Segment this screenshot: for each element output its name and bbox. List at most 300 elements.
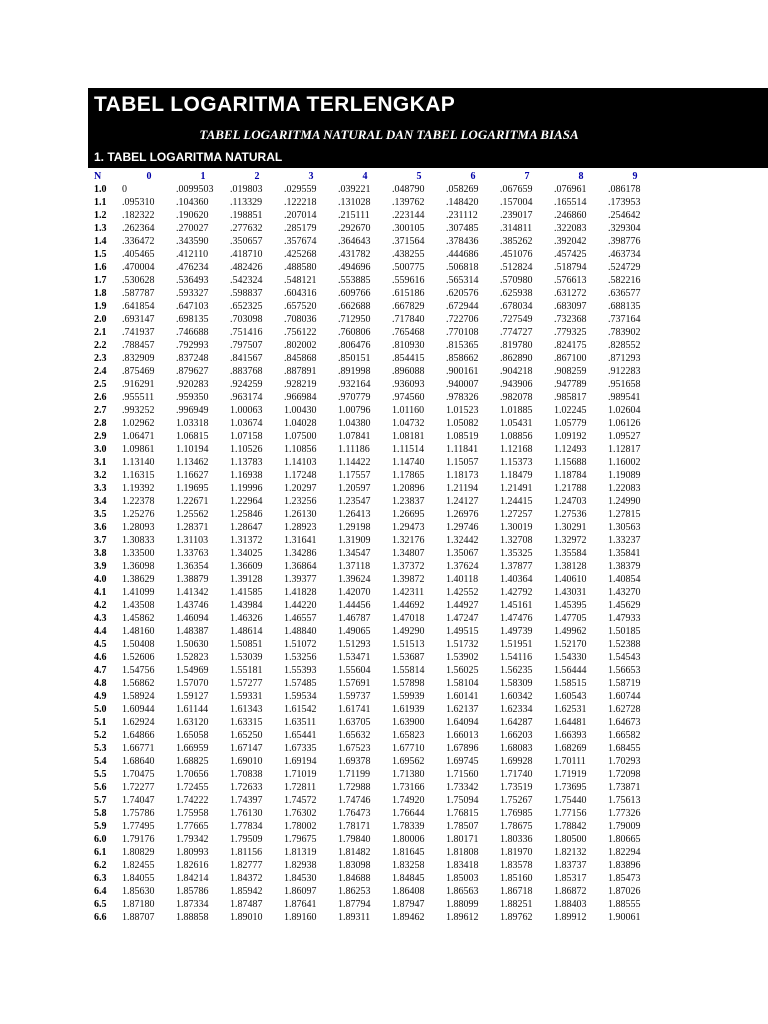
table-cell: 1.77834 bbox=[230, 821, 263, 832]
table-cell: .792993 bbox=[176, 340, 209, 351]
table-cell: .067659 bbox=[500, 184, 533, 195]
table-cell: 1.71919 bbox=[554, 769, 587, 780]
table-cell: 1.41828 bbox=[284, 587, 317, 598]
table-cell: 1.87026 bbox=[608, 886, 641, 897]
table-cell: 1.78171 bbox=[338, 821, 371, 832]
table-cell: 1.24127 bbox=[446, 496, 479, 507]
table-cell: 1.35067 bbox=[446, 548, 479, 559]
table-cell: 1.75786 bbox=[122, 808, 155, 819]
table-cell: 1.51732 bbox=[446, 639, 479, 650]
table-cell: 1.34286 bbox=[284, 548, 317, 559]
table-cell: .593327 bbox=[176, 288, 209, 299]
table-cell: .940007 bbox=[446, 379, 479, 390]
row-label: 3.9 bbox=[94, 561, 107, 572]
table-cell: .438255 bbox=[392, 249, 425, 260]
table-cell: 1.48160 bbox=[122, 626, 155, 637]
table-row bbox=[94, 898, 662, 911]
row-label: 4.3 bbox=[94, 613, 107, 624]
table-cell: 1.14740 bbox=[392, 457, 425, 468]
table-cell: 1.39872 bbox=[392, 574, 425, 585]
table-cell: 1.80336 bbox=[500, 834, 533, 845]
table-cell: 1.65250 bbox=[230, 730, 263, 741]
table-cell: 1.02604 bbox=[608, 405, 641, 416]
table-cell: 1.88403 bbox=[554, 899, 587, 910]
table-cell: 1.66582 bbox=[608, 730, 641, 741]
table-cell: 1.46326 bbox=[230, 613, 263, 624]
table-row bbox=[94, 794, 662, 807]
table-cell: 1.59127 bbox=[176, 691, 209, 702]
table-cell: 1.00063 bbox=[230, 405, 263, 416]
table-cell: 1.23837 bbox=[392, 496, 425, 507]
table-cell: 1.42311 bbox=[392, 587, 425, 598]
table-row bbox=[94, 417, 662, 430]
table-cell: .974560 bbox=[392, 392, 425, 403]
table-cell: 1.70656 bbox=[176, 769, 209, 780]
table-row bbox=[94, 508, 662, 521]
table-cell: 1.81482 bbox=[338, 847, 371, 858]
table-cell: 1.79342 bbox=[176, 834, 209, 845]
column-header: 2 bbox=[254, 171, 260, 182]
table-cell: 1.63900 bbox=[392, 717, 425, 728]
table-cell: .076961 bbox=[554, 184, 587, 195]
table-cell: .418710 bbox=[230, 249, 263, 260]
table-cell: .667829 bbox=[392, 301, 425, 312]
row-label: 2.4 bbox=[94, 366, 107, 377]
table-cell: 1.89160 bbox=[284, 912, 317, 923]
table-cell: 1.80171 bbox=[446, 834, 479, 845]
table-cell: 1.66393 bbox=[554, 730, 587, 741]
row-label: 5.5 bbox=[94, 769, 107, 780]
table-cell: 1.79675 bbox=[284, 834, 317, 845]
table-cell: 1.11841 bbox=[446, 444, 479, 455]
table-cell: 1.39624 bbox=[338, 574, 371, 585]
table-cell: .760806 bbox=[338, 327, 371, 338]
table-cell: 1.76130 bbox=[230, 808, 263, 819]
row-label: 3.0 bbox=[94, 444, 107, 455]
table-cell: 1.08181 bbox=[392, 431, 425, 442]
table-cell: 1.71199 bbox=[338, 769, 371, 780]
table-cell: 1.50185 bbox=[608, 626, 641, 637]
table-cell: 1.56862 bbox=[122, 678, 155, 689]
table-cell: .858662 bbox=[446, 353, 479, 364]
table-cell: 1.43270 bbox=[608, 587, 641, 598]
table-cell: 1.52170 bbox=[554, 639, 587, 650]
table-cell: .277632 bbox=[230, 223, 263, 234]
table-cell: 1.47705 bbox=[554, 613, 587, 624]
table-cell: 1.19996 bbox=[230, 483, 263, 494]
table-cell: 1.19089 bbox=[608, 470, 641, 481]
table-row bbox=[94, 326, 662, 339]
table-cell: 1.83737 bbox=[554, 860, 587, 871]
table-cell: 1.21788 bbox=[554, 483, 587, 494]
table-cell: 1.64673 bbox=[608, 717, 641, 728]
table-cell: 1.69928 bbox=[500, 756, 533, 767]
table-cell: .641854 bbox=[122, 301, 155, 312]
row-label: 3.1 bbox=[94, 457, 107, 468]
table-cell: 1.63705 bbox=[338, 717, 371, 728]
table-cell: 1.47476 bbox=[500, 613, 533, 624]
table-cell: 1.16002 bbox=[608, 457, 641, 468]
table-cell: 1.70293 bbox=[608, 756, 641, 767]
table-cell: 1.70838 bbox=[230, 769, 263, 780]
table-cell: 1.82455 bbox=[122, 860, 155, 871]
table-cell: 1.71560 bbox=[446, 769, 479, 780]
row-label: 1.2 bbox=[94, 210, 107, 221]
table-cell: 1.07500 bbox=[284, 431, 317, 442]
row-label: 6.0 bbox=[94, 834, 107, 845]
table-cell: .727549 bbox=[500, 314, 533, 325]
table-cell: 1.74920 bbox=[392, 795, 425, 806]
table-cell: 1.77495 bbox=[122, 821, 155, 832]
table-cell: 1.51072 bbox=[284, 639, 317, 650]
table-cell: .336472 bbox=[122, 236, 155, 247]
table-cell: 1.64287 bbox=[500, 717, 533, 728]
table-cell: .996949 bbox=[176, 405, 209, 416]
table-cell: 1.01523 bbox=[446, 405, 479, 416]
table-cell: 1.16315 bbox=[122, 470, 155, 481]
table-row bbox=[94, 430, 662, 443]
table-cell: 1.65058 bbox=[176, 730, 209, 741]
table-cell: 1.28093 bbox=[122, 522, 155, 533]
table-cell: .570980 bbox=[500, 275, 533, 286]
table-cell: 1.01160 bbox=[392, 405, 425, 416]
log-table-head bbox=[94, 170, 662, 183]
row-label: 1.0 bbox=[94, 184, 107, 195]
row-label: 1.5 bbox=[94, 249, 107, 260]
table-cell: 1.66203 bbox=[500, 730, 533, 741]
column-header: 0 bbox=[146, 171, 152, 182]
table-cell: 1.41585 bbox=[230, 587, 263, 598]
table-cell: .698135 bbox=[176, 314, 209, 325]
table-cell: 1.58515 bbox=[554, 678, 587, 689]
table-cell: .985817 bbox=[554, 392, 587, 403]
table-cell: 1.76302 bbox=[284, 808, 317, 819]
table-cell: 1.36864 bbox=[284, 561, 317, 572]
table-cell: 1.69378 bbox=[338, 756, 371, 767]
table-cell: .788457 bbox=[122, 340, 155, 351]
table-cell: 1.84688 bbox=[338, 873, 371, 884]
table-cell: 1.78339 bbox=[392, 821, 425, 832]
table-row bbox=[94, 690, 662, 703]
row-label: 1.6 bbox=[94, 262, 107, 273]
table-cell: 1.37877 bbox=[500, 561, 533, 572]
table-cell: .314811 bbox=[500, 223, 533, 234]
row-label: 6.1 bbox=[94, 847, 107, 858]
row-label: 4.5 bbox=[94, 639, 107, 650]
table-cell: 1.64866 bbox=[122, 730, 155, 741]
table-row bbox=[94, 677, 662, 690]
table-cell: 1.58924 bbox=[122, 691, 155, 702]
natural-log-table bbox=[94, 170, 662, 924]
row-label: 1.3 bbox=[94, 223, 107, 234]
row-label: 5.4 bbox=[94, 756, 107, 767]
table-cell: 1.64094 bbox=[446, 717, 479, 728]
table-cell: .862890 bbox=[500, 353, 533, 364]
table-cell: .810930 bbox=[392, 340, 425, 351]
table-cell: .371564 bbox=[392, 236, 425, 247]
table-row bbox=[94, 209, 662, 222]
table-cell: .425268 bbox=[284, 249, 317, 260]
table-cell: 1.68269 bbox=[554, 743, 587, 754]
table-cell: 1.57485 bbox=[284, 678, 317, 689]
table-cell: 1.64481 bbox=[554, 717, 587, 728]
table-cell: .122218 bbox=[284, 197, 317, 208]
table-cell: .405465 bbox=[122, 249, 155, 260]
table-cell: 1.37624 bbox=[446, 561, 479, 572]
table-row bbox=[94, 872, 662, 885]
table-cell: 1.13462 bbox=[176, 457, 209, 468]
table-row bbox=[94, 612, 662, 625]
table-row bbox=[94, 261, 662, 274]
table-cell: .357674 bbox=[284, 236, 317, 247]
table-cell: 1.04732 bbox=[392, 418, 425, 429]
table-cell: .431782 bbox=[338, 249, 371, 260]
table-cell: 1.56653 bbox=[608, 665, 641, 676]
table-cell: 1.12493 bbox=[554, 444, 587, 455]
table-cell: 1.53256 bbox=[284, 652, 317, 663]
table-cell: 1.07158 bbox=[230, 431, 263, 442]
table-cell: 1.51513 bbox=[392, 639, 425, 650]
table-cell: 1.08856 bbox=[500, 431, 533, 442]
table-row bbox=[94, 495, 662, 508]
table-cell: 1.06471 bbox=[122, 431, 155, 442]
table-cell: 1.85630 bbox=[122, 886, 155, 897]
table-cell: .708036 bbox=[284, 314, 317, 325]
table-cell: 1.10526 bbox=[230, 444, 263, 455]
table-cell: 1.75958 bbox=[176, 808, 209, 819]
table-cell: 1.44456 bbox=[338, 600, 371, 611]
table-cell: .712950 bbox=[338, 314, 371, 325]
table-cell: 1.84372 bbox=[230, 873, 263, 884]
table-cell: 1.19695 bbox=[176, 483, 209, 494]
table-cell: 1.77326 bbox=[608, 808, 641, 819]
table-cell: 1.77665 bbox=[176, 821, 209, 832]
table-cell: 1.33500 bbox=[122, 548, 155, 559]
table-cell: 1.87180 bbox=[122, 899, 155, 910]
table-cell: .412110 bbox=[176, 249, 209, 260]
table-cell: 1.40364 bbox=[500, 574, 533, 585]
table-cell: .815365 bbox=[446, 340, 479, 351]
table-cell: 1.62728 bbox=[608, 704, 641, 715]
table-cell: .741937 bbox=[122, 327, 155, 338]
table-cell: 1.30019 bbox=[500, 522, 533, 533]
table-cell: 1.09192 bbox=[554, 431, 587, 442]
table-cell: 1.75613 bbox=[608, 795, 641, 806]
table-cell: .482426 bbox=[230, 262, 263, 273]
table-cell: 1.43984 bbox=[230, 600, 263, 611]
table-cell: .470004 bbox=[122, 262, 155, 273]
table-cell: 1.57691 bbox=[338, 678, 371, 689]
table-cell: 1.43031 bbox=[554, 587, 587, 598]
table-cell: 1.30291 bbox=[554, 522, 587, 533]
table-cell: 1.89762 bbox=[500, 912, 533, 923]
row-label: 3.4 bbox=[94, 496, 107, 507]
table-cell: .0099503 bbox=[176, 184, 214, 195]
table-cell: 1.72811 bbox=[284, 782, 317, 793]
table-cell: .542324 bbox=[230, 275, 263, 286]
row-label: 4.2 bbox=[94, 600, 107, 611]
table-cell: 1.05082 bbox=[446, 418, 479, 429]
table-cell: .732368 bbox=[554, 314, 587, 325]
row-label: 3.3 bbox=[94, 483, 107, 494]
table-row bbox=[94, 560, 662, 573]
table-cell: 1.46557 bbox=[284, 613, 317, 624]
table-cell: 1.62531 bbox=[554, 704, 587, 715]
table-cell: 1.32176 bbox=[392, 535, 425, 546]
table-cell: 1.44220 bbox=[284, 600, 317, 611]
table-row bbox=[94, 820, 662, 833]
table-row bbox=[94, 339, 662, 352]
table-cell: 1.50630 bbox=[176, 639, 209, 650]
table-row bbox=[94, 781, 662, 794]
table-cell: 1.88858 bbox=[176, 912, 209, 923]
log-table-body bbox=[94, 183, 662, 924]
table-cell: .285179 bbox=[284, 223, 317, 234]
table-cell: 1.83098 bbox=[338, 860, 371, 871]
table-cell: 1.87487 bbox=[230, 899, 263, 910]
table-cell: .947789 bbox=[554, 379, 587, 390]
table-cell: .343590 bbox=[176, 236, 209, 247]
table-cell: 1.89462 bbox=[392, 912, 425, 923]
table-cell: 1.44692 bbox=[392, 600, 425, 611]
table-cell: 1.66013 bbox=[446, 730, 479, 741]
table-cell: 1.54116 bbox=[500, 652, 533, 663]
table-cell: 1.87334 bbox=[176, 899, 209, 910]
table-cell: 1.52823 bbox=[176, 652, 209, 663]
table-cell: 1.43508 bbox=[122, 600, 155, 611]
table-cell: 1.30833 bbox=[122, 535, 155, 546]
table-cell: 1.89010 bbox=[230, 912, 263, 923]
table-cell: .959350 bbox=[176, 392, 209, 403]
table-cell: 1.70475 bbox=[122, 769, 155, 780]
table-cell: 1.34807 bbox=[392, 548, 425, 559]
table-cell: .896088 bbox=[392, 366, 425, 377]
row-label: 5.7 bbox=[94, 795, 107, 806]
row-label: 2.6 bbox=[94, 392, 107, 403]
table-cell: 1.82294 bbox=[608, 847, 641, 858]
table-cell: 1.69010 bbox=[230, 756, 263, 767]
table-row bbox=[94, 846, 662, 859]
table-cell: .385262 bbox=[500, 236, 533, 247]
table-row bbox=[94, 664, 662, 677]
table-cell: 1.26130 bbox=[284, 509, 317, 520]
table-row bbox=[94, 703, 662, 716]
table-cell: 1.19392 bbox=[122, 483, 155, 494]
table-cell: 1.31909 bbox=[338, 535, 371, 546]
table-cell: 1.65441 bbox=[284, 730, 317, 741]
table-cell: 1.43746 bbox=[176, 600, 209, 611]
table-cell: 1.57277 bbox=[230, 678, 263, 689]
column-header-n: N bbox=[94, 171, 102, 182]
row-label: 1.1 bbox=[94, 197, 107, 208]
table-cell: .148420 bbox=[446, 197, 479, 208]
table-cell: 1.83258 bbox=[392, 860, 425, 871]
row-label: 4.0 bbox=[94, 574, 107, 585]
table-cell: 1.86097 bbox=[284, 886, 317, 897]
table-cell: 1.18173 bbox=[446, 470, 479, 481]
table-row bbox=[94, 196, 662, 209]
table-cell: .157004 bbox=[500, 197, 533, 208]
table-cell: .300105 bbox=[392, 223, 425, 234]
row-label: 5.9 bbox=[94, 821, 107, 832]
table-cell: 1.86872 bbox=[554, 886, 587, 897]
row-label: 5.0 bbox=[94, 704, 107, 715]
table-cell: 1.32708 bbox=[500, 535, 533, 546]
table-row bbox=[94, 378, 662, 391]
table-row bbox=[94, 235, 662, 248]
table-cell: .989541 bbox=[608, 392, 641, 403]
table-cell: 1.38879 bbox=[176, 574, 209, 585]
table-cell: .662688 bbox=[338, 301, 371, 312]
table-row bbox=[94, 521, 662, 534]
table-cell: 1.76644 bbox=[392, 808, 425, 819]
table-cell: .982078 bbox=[500, 392, 533, 403]
column-header: 7 bbox=[524, 171, 530, 182]
table-cell: 1.83578 bbox=[500, 860, 533, 871]
table-cell: 1.47018 bbox=[392, 613, 425, 624]
table-cell: 1.41342 bbox=[176, 587, 209, 598]
table-cell: 1.55181 bbox=[230, 665, 263, 676]
row-label: 3.5 bbox=[94, 509, 107, 520]
table-cell: .756122 bbox=[284, 327, 317, 338]
table-cell: .463734 bbox=[608, 249, 641, 260]
table-cell: 1.29473 bbox=[392, 522, 425, 533]
table-cell: 1.74572 bbox=[284, 795, 317, 806]
table-cell: 1.69745 bbox=[446, 756, 479, 767]
table-cell: 1.68083 bbox=[500, 743, 533, 754]
table-cell: 1.14422 bbox=[338, 457, 371, 468]
table-cell: .086178 bbox=[608, 184, 641, 195]
table-cell: 1.15057 bbox=[446, 457, 479, 468]
table-cell: .693147 bbox=[122, 314, 155, 325]
table-cell: .231112 bbox=[446, 210, 478, 221]
table-cell: .165514 bbox=[554, 197, 587, 208]
table-cell: .683097 bbox=[554, 301, 587, 312]
table-cell: 1.11186 bbox=[338, 444, 370, 455]
table-cell: 1.51293 bbox=[338, 639, 371, 650]
table-cell: 1.88707 bbox=[122, 912, 155, 923]
table-cell: 1.23547 bbox=[338, 496, 371, 507]
table-cell: 1.09527 bbox=[608, 431, 641, 442]
row-label: 3.7 bbox=[94, 535, 107, 546]
table-cell: .765468 bbox=[392, 327, 425, 338]
table-cell: 1.86563 bbox=[446, 886, 479, 897]
table-cell: 1.28647 bbox=[230, 522, 263, 533]
table-cell: .139762 bbox=[392, 197, 425, 208]
table-cell: 1.17865 bbox=[392, 470, 425, 481]
table-cell: 1.01885 bbox=[500, 405, 533, 416]
table-cell: 1.33237 bbox=[608, 535, 641, 546]
column-header: 1 bbox=[200, 171, 206, 182]
table-cell: 1.13783 bbox=[230, 457, 263, 468]
row-label: 1.4 bbox=[94, 236, 107, 247]
table-cell: 1.48614 bbox=[230, 626, 263, 637]
table-cell: .364643 bbox=[338, 236, 371, 247]
table-cell: 1.40610 bbox=[554, 574, 587, 585]
table-cell: 1.85942 bbox=[230, 886, 263, 897]
table-cell: .867100 bbox=[554, 353, 587, 364]
row-label: 6.5 bbox=[94, 899, 107, 910]
table-cell: 1.61542 bbox=[284, 704, 317, 715]
table-cell: 1.60543 bbox=[554, 691, 587, 702]
table-cell: 1.15373 bbox=[500, 457, 533, 468]
table-cell: 1.31372 bbox=[230, 535, 263, 546]
row-label: 6.3 bbox=[94, 873, 107, 884]
table-cell: 1.53039 bbox=[230, 652, 263, 663]
table-cell: 1.72988 bbox=[338, 782, 371, 793]
row-label: 3.6 bbox=[94, 522, 107, 533]
row-label: 2.7 bbox=[94, 405, 107, 416]
